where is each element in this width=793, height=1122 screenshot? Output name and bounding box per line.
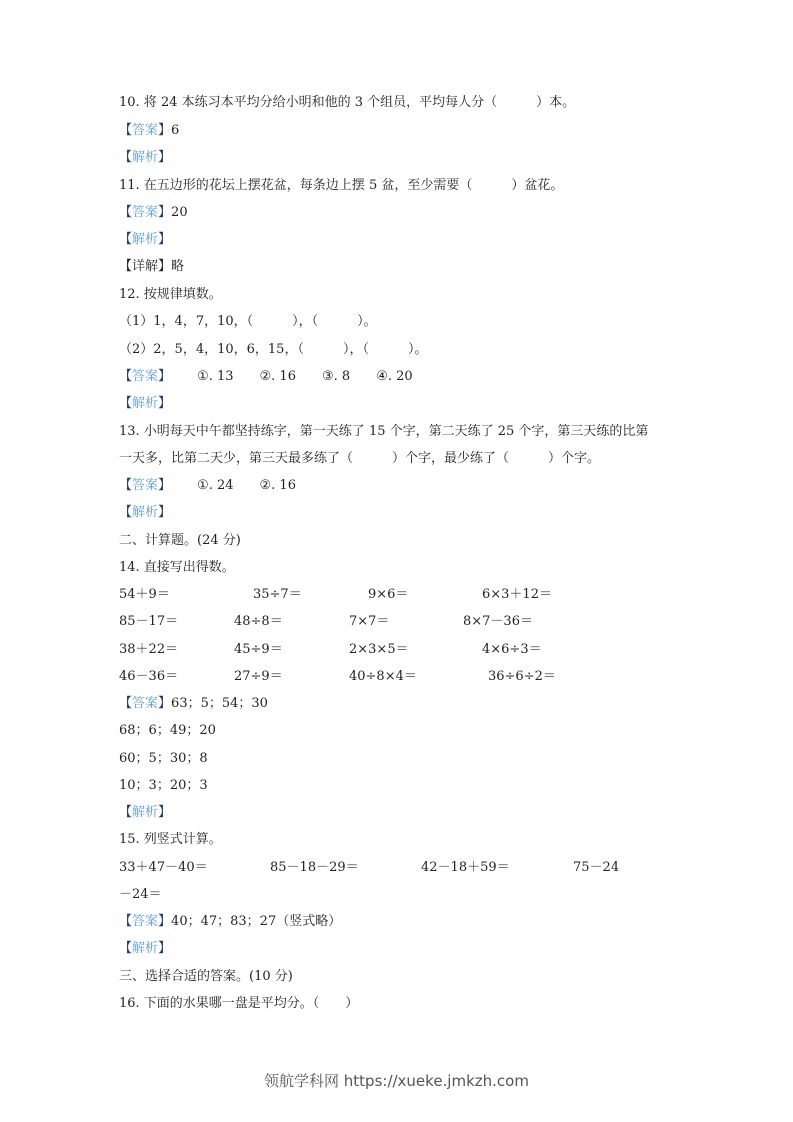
calc-item: 9×6＝ [368, 587, 409, 602]
answer-14: 【答案】63；5；54；30 [119, 696, 268, 711]
vertical-calc-row [119, 858, 619, 878]
calc-item: 85－18－29＝ [270, 860, 359, 875]
calc-item: 45÷9＝ [234, 642, 283, 657]
analysis-14: 【解析】 [119, 805, 172, 820]
calc-item: 54＋9＝ [119, 587, 170, 602]
answer-10: 【答案】6 [119, 123, 180, 138]
question-13-line1: 13. 小明每天中午都坚持练字，第一天练了 15 个字，第二天练了 25 个字，第三天练的比第 [119, 424, 649, 439]
calc-item: 35÷7＝ [253, 587, 302, 602]
calc-item: 40÷8×4＝ [349, 669, 417, 684]
calc-row [119, 640, 542, 660]
calc-item: 48÷8＝ [234, 614, 283, 629]
calc-item: 2×3×5＝ [349, 642, 409, 657]
question-12-part1: （1）1，4，7，10，（ ），（ ）。 [119, 314, 377, 329]
section-2-heading: 二、计算题。(24 分) [119, 533, 241, 548]
calc-item: 36÷6÷2＝ [488, 669, 556, 684]
calc-row [119, 585, 552, 605]
calc-item: 4×6÷3＝ [482, 642, 542, 657]
section-3-heading: 三、选择合适的答案。(10 分) [119, 969, 293, 984]
calc-item: 7×7＝ [349, 614, 390, 629]
answer-13: 【答案】 ①. 24 ②. 16 [119, 478, 296, 493]
analysis-13: 【解析】 [119, 505, 172, 520]
answer-14-line4: 10；3；20；3 [119, 778, 208, 793]
question-13-line2: 一天多，比第二天少，第三天最多练了（ ）个字，最少练了（ ）个字。 [119, 451, 601, 466]
calc-item-wrap: －24＝ [119, 887, 162, 902]
question-10: 10. 将 24 本练习本平均分给小明和他的 3 个组员，平均每人分（ ）本。 [119, 95, 576, 110]
question-15: 15. 列竖式计算。 [119, 832, 222, 847]
calc-item: 38＋22＝ [119, 642, 179, 657]
question-11: 11. 在五边形的花坛上摆花盆，每条边上摆 5 盆，至少需要（ ）盆花。 [119, 178, 564, 193]
analysis-11: 【解析】 [119, 232, 172, 247]
answer-14-line2: 68；6；49；20 [119, 723, 216, 738]
analysis-15: 【解析】 [119, 941, 172, 956]
calc-item: 46－36＝ [119, 669, 179, 684]
footer-watermark: 领航学科网 https://xueke.jmkzh.com [264, 1072, 529, 1090]
answer-14-line3: 60；5；30；8 [119, 751, 208, 766]
detail-11: 【详解】略 [119, 259, 185, 274]
question-12-part2: （2）2，5，4，10，6，15，（ ），（ ）。 [119, 342, 428, 357]
question-12: 12. 按规律填数。 [119, 287, 222, 302]
calc-item: 6×3＋12＝ [482, 587, 552, 602]
calc-item: 75－24 [573, 860, 620, 875]
answer-11: 【答案】20 [119, 205, 188, 220]
answer-12: 【答案】 ①. 13 ②. 16 ③. 8 ④. 20 [119, 369, 413, 384]
question-14: 14. 直接写出得数。 [119, 560, 235, 575]
calc-item: 8×7－36＝ [463, 614, 533, 629]
calc-item: 27÷9＝ [234, 669, 283, 684]
calc-item: 33＋47－40＝ [119, 860, 208, 875]
analysis-10: 【解析】 [119, 150, 172, 165]
question-16: 16. 下面的水果哪一盘是平均分。（ ） [119, 996, 359, 1011]
analysis-12: 【解析】 [119, 396, 172, 411]
answer-15: 【答案】40；47；83；27（竖式略） [119, 914, 342, 929]
calc-row [119, 667, 556, 687]
calc-row [119, 612, 533, 632]
calc-item: 42－18＋59＝ [421, 860, 510, 875]
calc-item: 85－17＝ [119, 614, 179, 629]
